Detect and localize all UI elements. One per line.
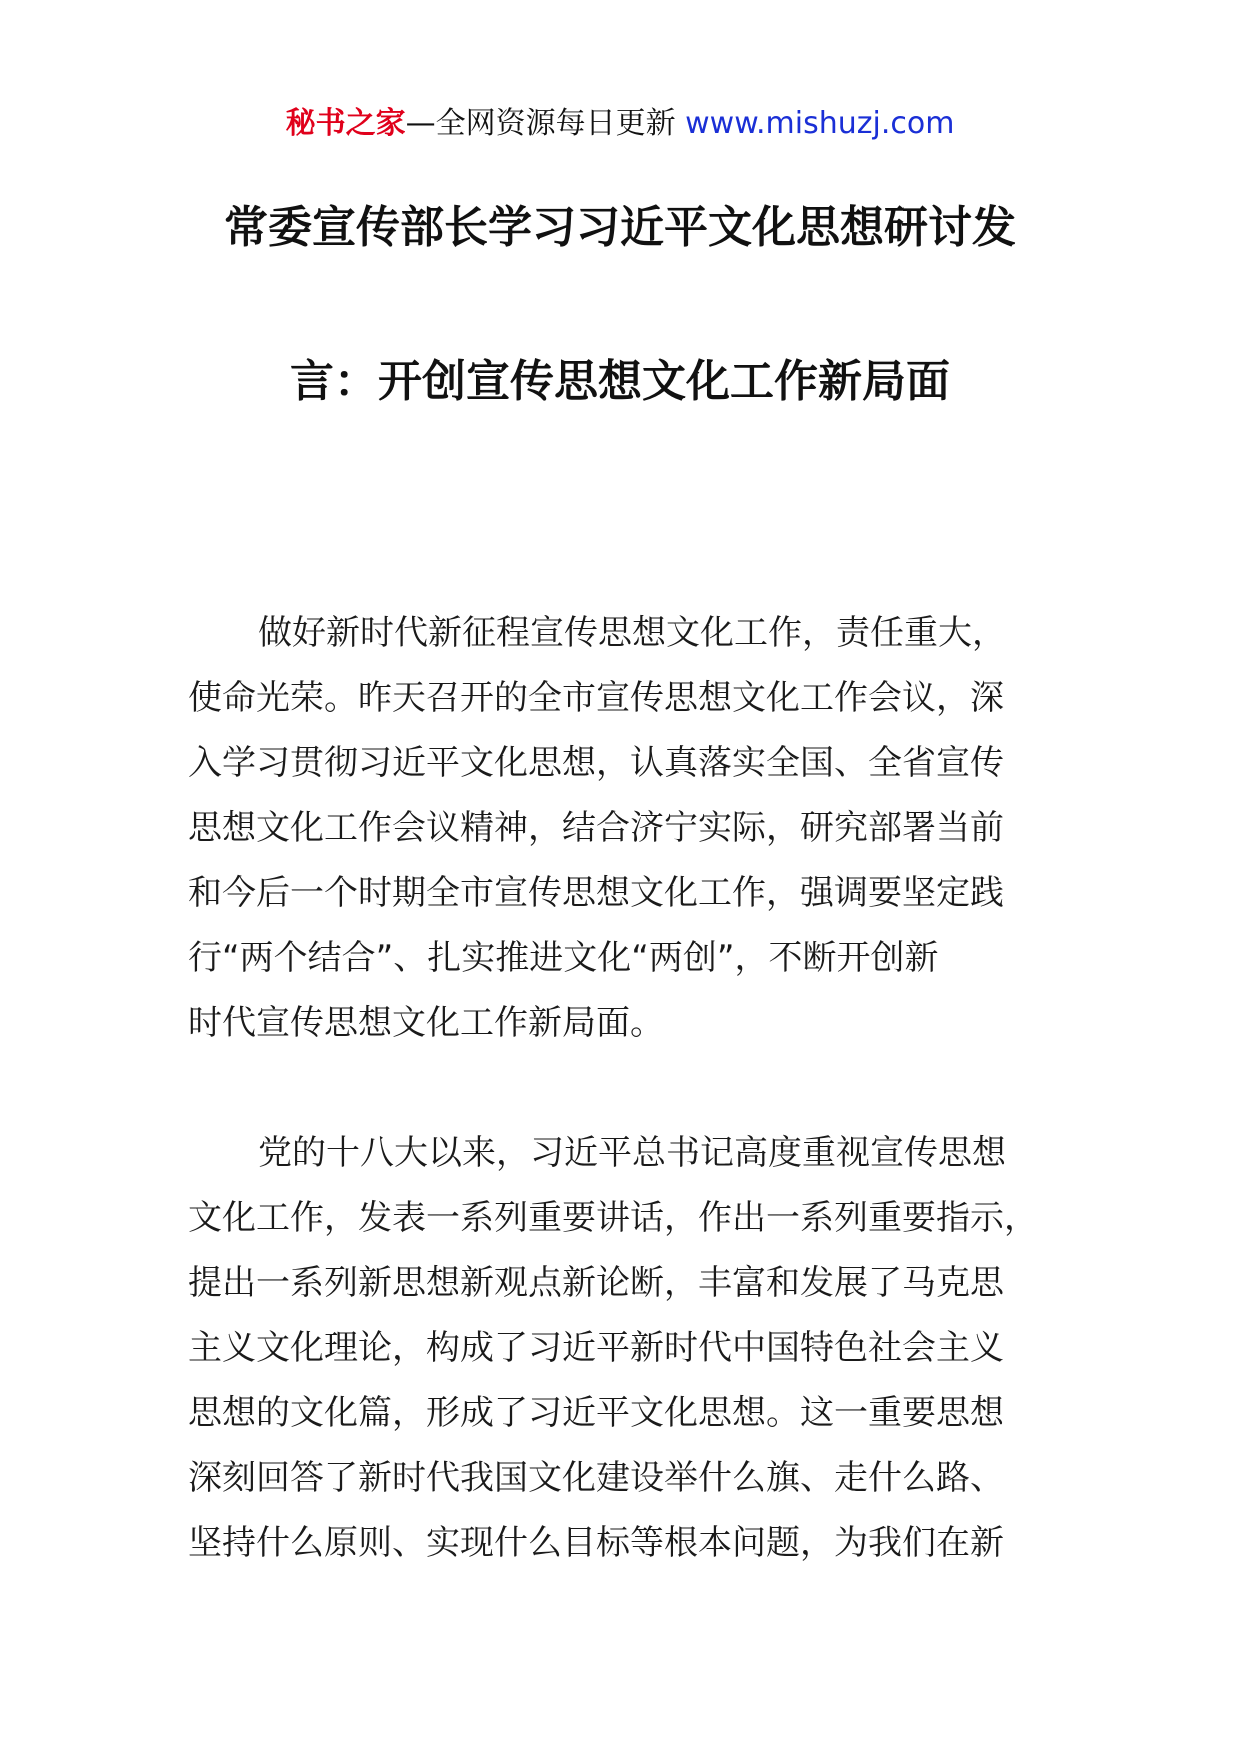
paragraph-line: 思想的文化篇，形成了习近平文化思想。这一重要思想 [188, 1393, 1004, 1433]
paragraph-line: 使命光荣。昨天召开的全市宣传思想文化工作会议，深 [188, 678, 1004, 718]
paragraph-line: 坚持什么原则、实现什么目标等根本问题，为我们在新 [188, 1523, 1004, 1563]
paragraph-line: 主义文化理论，构成了习近平新时代中国特色社会主义 [188, 1328, 1004, 1368]
paragraph-line: 和今后一个时期全市宣传思想文化工作，强调要坚定践 [188, 873, 1004, 913]
document-title-line-1: 常委宣传部长学习习近平文化思想研讨发 [224, 202, 1016, 253]
paragraph-line: 党的十八大以来，习近平总书记高度重视宣传思想 [258, 1133, 1006, 1173]
document-title-line-2: 言：开创宣传思想文化工作新局面 [290, 356, 950, 407]
paragraph-2 [188, 1121, 1088, 1576]
paragraph-1 [188, 601, 1088, 1056]
site-url-link[interactable]: www.mishuzj.com [685, 106, 955, 141]
paragraph-line: 思想文化工作会议精神，结合济宁实际，研究部署当前 [188, 808, 1004, 848]
brand-name: 秘书之家 [285, 106, 406, 141]
paragraph-line: 提出一系列新思想新观点新论断，丰富和发展了马克思 [188, 1263, 1004, 1303]
paragraph-line: 入学习贯彻习近平文化思想，认真落实全国、全省宣传 [188, 743, 1004, 783]
site-header [0, 102, 1240, 146]
paragraph-line: 深刻回答了新时代我国文化建设举什么旗、走什么路、 [188, 1458, 1004, 1498]
paragraph-line: 时代宣传思想文化工作新局面。 [188, 1003, 664, 1043]
paragraph-line: 文化工作，发表一系列重要讲话，作出一系列重要指示， [188, 1198, 1038, 1238]
paragraph-line: 行“两个结合”、扎实推进文化“两创”，不断开创新 [188, 938, 939, 978]
header-tagline: —全网资源每日更新 [405, 106, 686, 141]
paragraph-line: 做好新时代新征程宣传思想文化工作，责任重大， [258, 613, 1006, 653]
